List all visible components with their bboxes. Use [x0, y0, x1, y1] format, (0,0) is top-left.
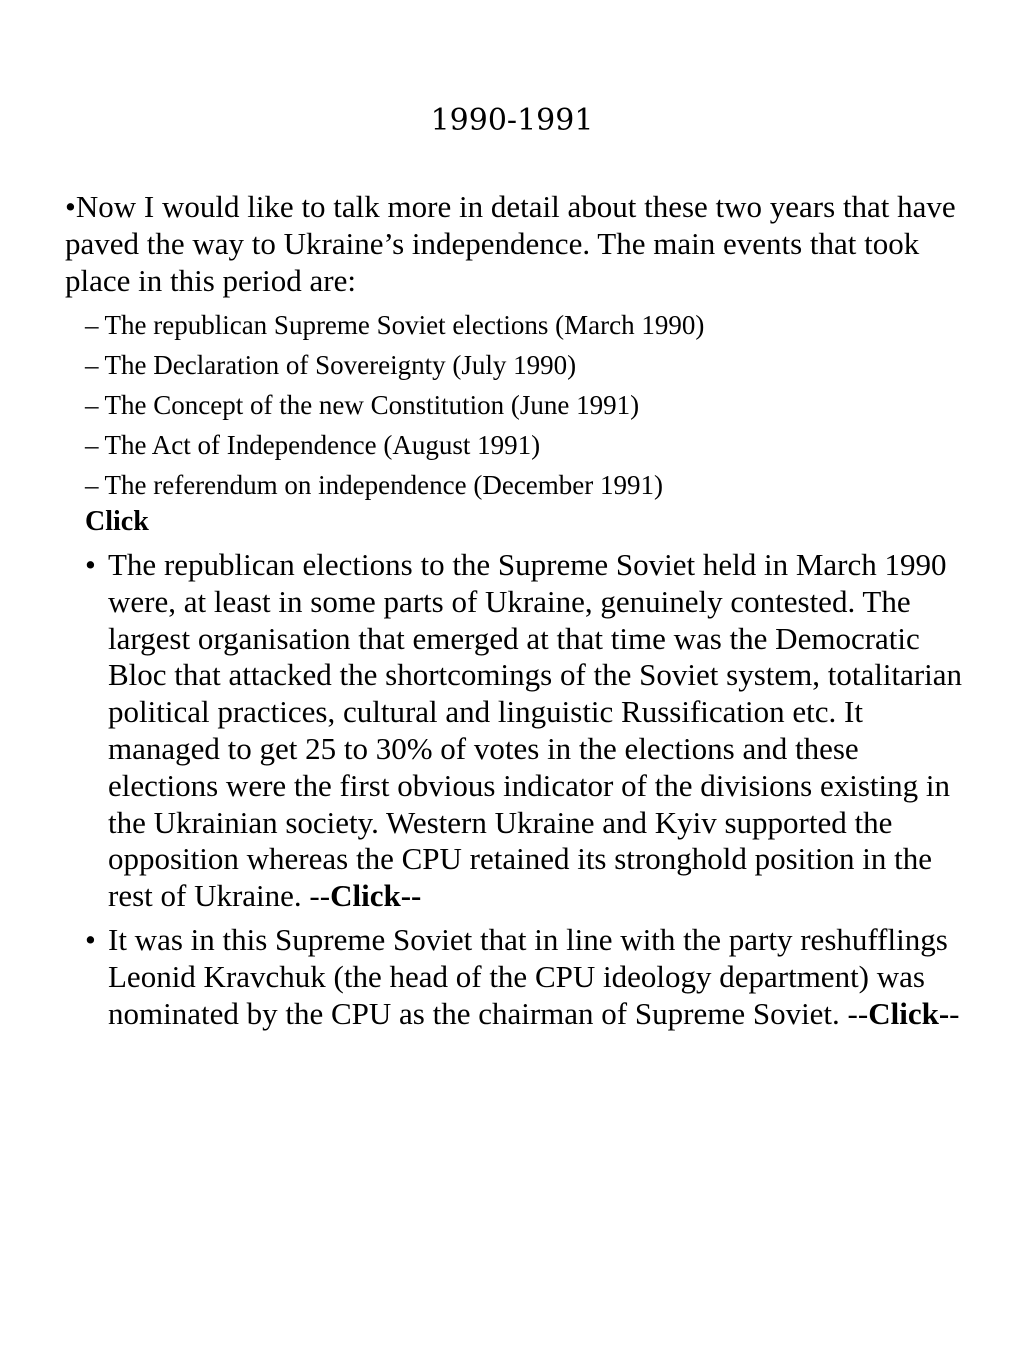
dash-marker: –	[85, 350, 99, 380]
bullet-text: The republican elections to the Supreme Soviet held in March 1990 were, at least in some parts of Ukraine, genuinely contested. The largest organisation that emerged at that time was the Democratic Bloc that attacked the shortcomings of the Soviet system, totalitarian political practices, cultural and linguistic Russification etc. It managed to get 25 to 30% of votes in the elections and these elections were the first obvious indicator of the divisions existing in the Ukrainian society. Western Ukraine and Kyiv supported the opposition whereas the CPU retained its stronghold position in the rest of Ukraine. --	[108, 547, 963, 914]
dash-marker: –	[85, 310, 99, 340]
events-list	[85, 305, 985, 505]
click-label: Click	[85, 506, 149, 537]
bullet-marker: •	[85, 547, 96, 582]
list-item	[85, 922, 965, 1032]
event-text: The Act of Independence (August 1991)	[104, 430, 541, 460]
bullet-marker: •	[85, 921, 96, 957]
event-text: The republican Supreme Soviet elections (March 1990)	[104, 310, 705, 340]
list-item	[85, 425, 985, 465]
intro-text: Now I would like to talk more in detail about these two years that have paved the way to Ukraine’s independence. The main events that took place in this period are:	[65, 189, 956, 298]
click-cue: Click-	[868, 995, 950, 1031]
list-item	[85, 465, 985, 505]
dash-marker: –	[85, 390, 99, 420]
event-text: The referendum on independence (December 1991)	[104, 470, 663, 500]
dash-marker: –	[85, 430, 99, 460]
page-title: 1990-1991	[430, 103, 594, 138]
list-item	[85, 547, 965, 915]
list-item	[85, 385, 985, 425]
event-text: The Concept of the new Constitution (June 1991)	[104, 390, 640, 420]
intro-paragraph	[65, 188, 985, 299]
bullet-text: It was in this Supreme Soviet that in line with the party reshufflings Leonid Kravchuk (the head of the CPU ideology department) was nominated by the CPU as the chairman of Supreme Soviet. --	[108, 921, 948, 1031]
click-cue: Click--	[330, 878, 422, 914]
dash-marker: –	[85, 470, 99, 500]
intro-bullet: •	[65, 189, 76, 224]
list-item	[85, 345, 985, 385]
click-cue-tail: -	[949, 995, 960, 1031]
list-item	[85, 305, 985, 345]
bullets-list	[85, 547, 965, 1039]
event-text: The Declaration of Sovereignty (July 1990)	[104, 350, 577, 380]
